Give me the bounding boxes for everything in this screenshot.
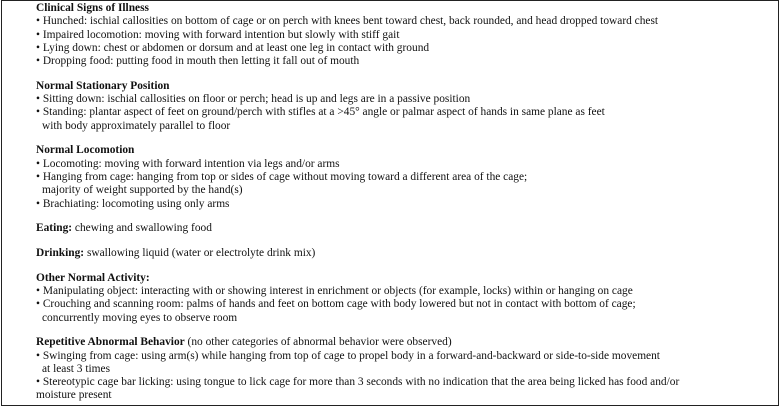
drinking-label: Drinking:	[36, 247, 85, 260]
section-drinking	[36, 247, 776, 260]
section-stationary-position	[36, 80, 776, 133]
eating-definition: chewing and swallowing food	[72, 222, 212, 235]
section-heading: Normal Stationary Position	[36, 79, 170, 92]
section-normal-locomotion	[36, 144, 776, 210]
list-item-continuation: with body approximately parallel to floor	[42, 119, 231, 132]
list-item: • Hanging from cage: hanging from top or sides of cage without moving toward a different area of the cage;	[36, 171, 528, 184]
drinking-definition: swallowing liquid (water or electrolyte drink mix)	[84, 247, 316, 260]
list-item-continuation: moisture present	[36, 389, 112, 402]
section-heading-row	[36, 336, 776, 349]
list-item: • Crouching and scanning room: palms of hands and feet on bottom cage with body lowered but not in contact with bottom of cage;	[36, 298, 636, 311]
eating-label: Eating:	[36, 222, 73, 235]
list-item: • Lying down: chest or abdomen or dorsum and at least one leg in contact with ground	[36, 41, 430, 54]
section-heading: Clinical Signs of Illness	[36, 2, 149, 14]
section-repetitive-behavior	[36, 336, 776, 402]
list-item: • Stereotypic cage bar licking: using tongue to lick cage for more than 3 seconds with no indication that the area being licked has food and/or	[36, 376, 680, 389]
list-item-continuation: majority of weight supported by the hand(s)	[42, 184, 243, 197]
list-item: • Standing: plantar aspect of feet on ground/perch with stifles at a >45° angle or palmar aspect of hands in same plane as feet	[36, 106, 605, 119]
list-item: • Manipulating object: interacting with or showing interest in enrichment or objects (for example, locks) within or hanging on cage	[36, 285, 633, 297]
section-clinical-signs	[36, 2, 776, 68]
list-item-continuation: concurrently moving eyes to observe room	[42, 311, 238, 324]
section-heading: Other Normal Activity:	[36, 271, 150, 284]
section-other-activity	[36, 272, 776, 325]
list-item: • Swinging from cage: using arm(s) while hanging from top of cage to propel body in a forward-and-backward or side-to-side movement	[36, 349, 660, 362]
list-item: • Impaired locomotion: moving with forward intention but slowly with stiff gait	[36, 28, 400, 41]
list-item-continuation: at least 3 times	[42, 362, 111, 375]
list-item: • Dropping food: putting food in mouth then letting it fall out of mouth	[36, 55, 360, 68]
section-eating	[36, 222, 776, 235]
section-heading: Repetitive Abnormal Behavior	[36, 336, 185, 349]
list-item: • Sitting down: ischial callosities on floor or perch; head is up and legs are in a passive position	[36, 93, 471, 106]
behavior-definitions	[36, 2, 776, 403]
section-note: (no other categories of abnormal behavior were observed)	[184, 336, 452, 349]
list-item: • Locomoting: moving with forward intention via legs and/or arms	[36, 157, 340, 170]
section-heading: Normal Locomotion	[36, 144, 135, 157]
list-item: • Brachiating: locomoting using only arms	[36, 197, 230, 210]
list-item: • Hunched: ischial callosities on bottom of cage or on perch with knees bent toward chest, back rounded, and head dropped toward chest	[36, 15, 659, 28]
